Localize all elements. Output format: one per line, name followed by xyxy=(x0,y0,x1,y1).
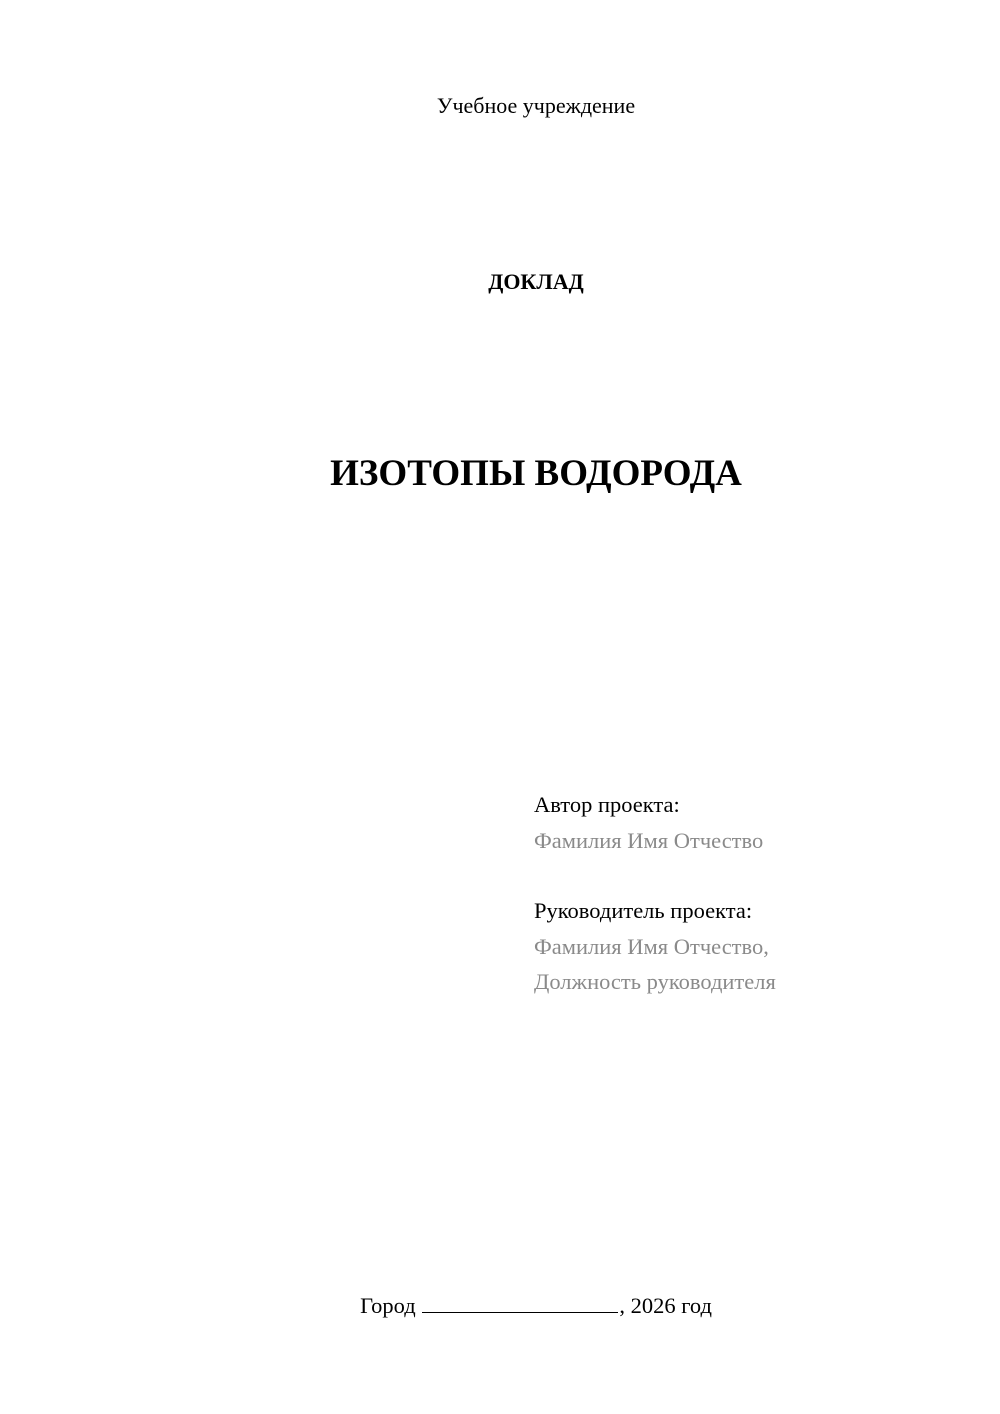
city-label: Город xyxy=(360,1293,416,1318)
supervisor-position: Должность руководителя xyxy=(534,969,776,994)
supervisor-name: Фамилия Имя Отчество, xyxy=(534,933,769,959)
footer-city-year xyxy=(0,1290,1000,1321)
credits-spacer xyxy=(534,858,776,893)
document-title: ИЗОТОПЫ ВОДОРОДА xyxy=(330,453,742,494)
year-text: , 2026 год xyxy=(619,1293,712,1318)
document-type: ДОКЛАД xyxy=(488,269,584,294)
supervisor-label: Руководитель проекта: xyxy=(534,898,753,923)
institution-name: Учебное учреждение xyxy=(436,93,636,118)
city-blank-line xyxy=(422,1290,618,1313)
author-label: Автор проекта: xyxy=(534,792,680,817)
author-name: Фамилия Имя Отчество xyxy=(534,827,764,853)
credits-block xyxy=(534,787,776,1000)
